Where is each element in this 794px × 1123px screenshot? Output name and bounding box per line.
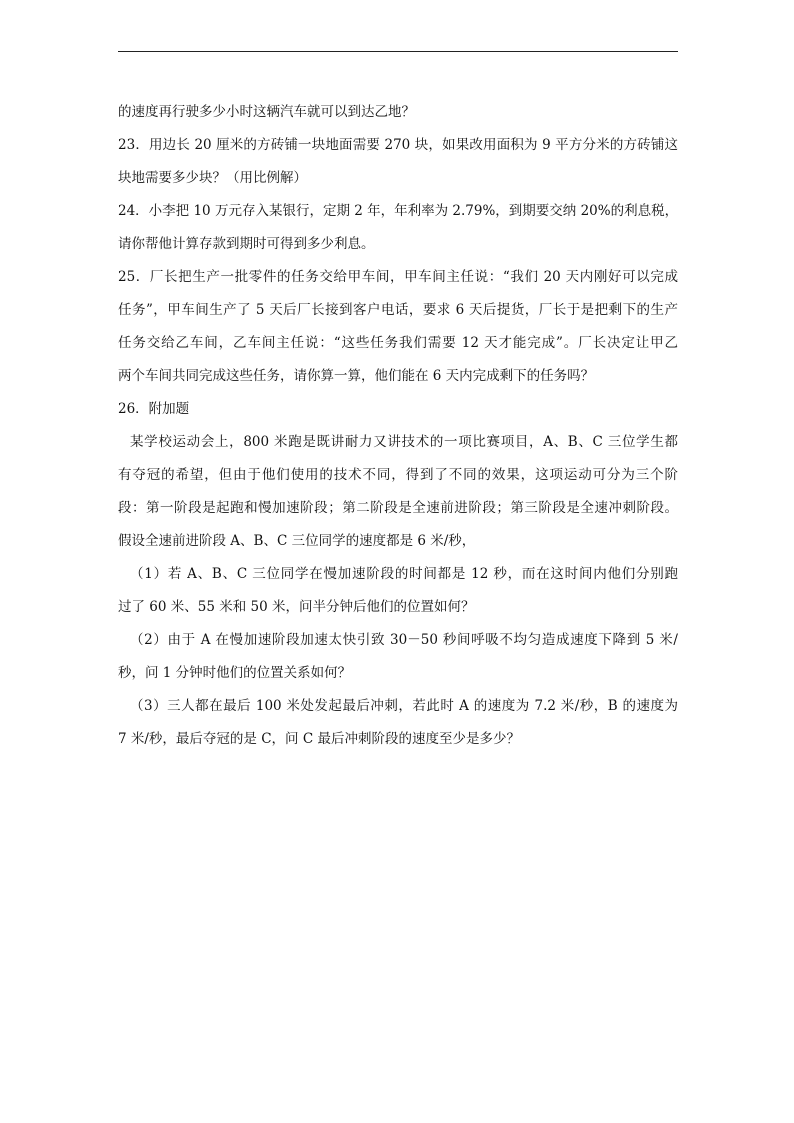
q26-part1-line-1: （1）若 A、B、C 三位同学在慢加速阶段的时间都是 12 秒，而在这时间内他们分别跑 [130,566,678,582]
q26-part2-line-2: 秒，问 1 分钟时他们的位置关系如何？ [118,665,352,681]
q23-line-1: 23．用边长 20 厘米的方砖铺一块地面需要 270 块，如果改用面积为 9 平方分米的方砖铺这 [118,137,678,153]
q26-part3-line-2: 7 米/秒，最后夺冠的是 C，问 C 最后冲刺阶段的速度至少是多少？ [118,731,520,747]
q25-line-1: 25．厂长把生产一批零件的任务交给甲车间，甲车间主任说：“我们 20 天内刚好可以完成 [118,269,678,285]
q26-heading: 26．附加题 [118,401,190,417]
q23-line-2: 块地需要多少块？（用比例解） [118,170,307,186]
q25-line-2: 任务”，甲车间生产了 5 天后厂长接到客户电话，要求 6 天后提货，厂长于是把剩下的生产 [118,302,678,318]
q26-intro-line-4: 假设全速前进阶段 A、B、C 三位同学的速度都是 6 米/秒， [118,533,476,549]
q26-part2-line-1: （2）由于 A 在慢加速阶段加速太快引致 30－50 秒间呼吸不均匀造成速度下降到 5 米/ [130,632,678,648]
q25-line-3: 任务交给乙车间，乙车间主任说：“这些任务我们需要 12 天才能完成”。厂长决定让甲乙 [118,335,678,351]
q26-part1-line-2: 过了 60 米、55 米和 50 米，问半分钟后他们的位置如何？ [118,599,475,615]
q22-continuation: 的速度再行驶多少小时这辆汽车就可以到达乙地？ [118,104,415,120]
q26-intro-line-2: 有夺冠的希望，但由于他们使用的技术不同，得到了不同的效果，这项运动可分为三个阶 [118,467,678,483]
document-body [118,99,678,759]
q24-line-1: 24．小李把 10 万元存入某银行，定期 2 年，年利率为 2.79%，到期要交纳 20%的利息税， [118,203,679,219]
q24-line-2: 请你帮他计算存款到期时可得到多少利息。 [118,236,375,252]
q25-line-4: 两个车间共同完成这些任务，请你算一算，他们能在 6 天内完成剩下的任务吗？ [118,368,595,384]
header-rule [118,51,678,52]
q26-part3-line-1: （3）三人都在最后 100 米处发起最后冲刺，若此时 A 的速度为 7.2 米/秒，B 的速度为 [130,698,678,714]
q26-intro-line-3: 段：第一阶段是起跑和慢加速阶段；第二阶段是全速前进阶段；第三阶段是全速冲刺阶段。 [118,500,678,516]
q26-intro-line-1: 某学校运动会上，800 米跑是既讲耐力又讲技术的一项比赛项目，A、B、C 三位学生都 [130,434,678,450]
